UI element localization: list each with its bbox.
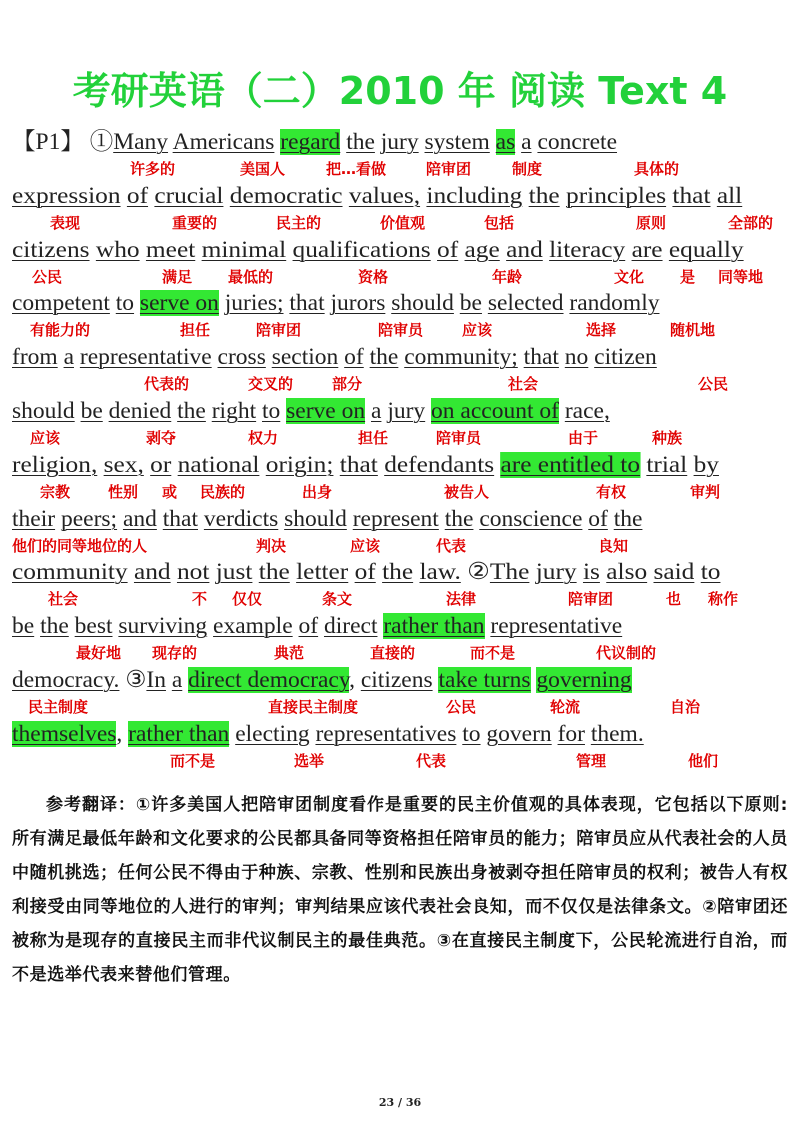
- english-word: randomly: [569, 290, 660, 317]
- english-word: principles: [566, 182, 667, 209]
- chinese-gloss: 包括: [484, 213, 515, 232]
- chinese-gloss: 良知: [598, 536, 629, 555]
- highlighted-phrase: themselves: [12, 720, 117, 747]
- chinese-gloss: 选择: [586, 321, 617, 340]
- english-word: jury: [387, 398, 426, 424]
- english-word: to: [262, 398, 281, 424]
- english-word: right: [211, 398, 257, 424]
- english-word: system: [424, 129, 490, 155]
- english-word: religion,: [12, 451, 98, 478]
- english-word: age: [464, 236, 500, 263]
- chinese-gloss: 直接的: [370, 644, 416, 663]
- english-word: jury: [535, 559, 577, 586]
- english-word: representatives: [315, 720, 457, 747]
- chinese-gloss: 原则: [636, 213, 667, 232]
- chinese-gloss: 称作: [708, 590, 739, 609]
- separator: ,: [116, 720, 123, 747]
- english-word: no: [564, 344, 589, 371]
- english-word: community: [12, 559, 128, 586]
- chinese-gloss: 陪审团: [256, 321, 302, 340]
- translation-text: 参考翻译：①许多美国人把陪审团制度看作是重要的民主价值观的具体表现，它包括以下原则:所有满足最低年龄和文化要求的公民都具备同等资格担任陪审员的能力；陪审员应从代表社会的人员中随机挑选；任何公民不得由于种族、宗教、性别和民族出身被剥夺担任陪审员的权利；被告人有权利接受由同等地位的人进行的审判；审判结果应该代表社会良知，而不仅仅是法律条文。②陪审团还被称为是现存的直接民主而非代议制民主的最佳典范。③在直接民主制度下，公民轮流进行自治，而不是选举代表来替他们管理。: [12, 795, 788, 985]
- english-word: selected: [487, 290, 564, 317]
- chinese-gloss: 陪审团: [426, 160, 472, 178]
- english-word: values,: [348, 182, 421, 209]
- chinese-gloss-line: [12, 588, 798, 610]
- english-word: best: [74, 613, 113, 640]
- english-word: a: [521, 129, 532, 155]
- highlighted-phrase: serve on: [286, 398, 366, 424]
- chinese-gloss-line: [12, 266, 798, 288]
- english-word: and: [506, 236, 543, 263]
- highlighted-phrase: rather than: [383, 613, 485, 640]
- highlighted-phrase: on account of: [431, 398, 559, 424]
- english-word: who: [95, 236, 140, 263]
- english-word: that: [672, 182, 711, 209]
- chinese-gloss: 由于: [568, 429, 599, 447]
- chinese-gloss: 宗教: [40, 482, 71, 501]
- english-word: equally: [668, 236, 744, 263]
- english-word: of: [588, 505, 608, 532]
- chinese-gloss: 轮流: [550, 698, 581, 716]
- chinese-gloss: 而不是: [170, 751, 216, 770]
- chinese-gloss-line: [12, 481, 798, 503]
- english-word: including: [426, 182, 523, 209]
- chinese-gloss: 有权: [596, 482, 627, 501]
- english-word: citizen: [594, 344, 657, 371]
- english-word: representative: [490, 613, 623, 640]
- english-line: [12, 234, 744, 266]
- chinese-gloss: 判决: [256, 536, 287, 555]
- english-word: should: [391, 290, 454, 317]
- chinese-gloss: 具体的: [634, 160, 680, 178]
- chinese-gloss: 应该: [462, 321, 493, 340]
- english-word: a: [171, 667, 183, 693]
- english-word: peers;: [60, 505, 118, 532]
- english-word: also: [606, 559, 648, 586]
- chinese-gloss-line: [12, 373, 798, 395]
- english-word: be: [459, 290, 482, 317]
- english-word: that: [162, 505, 199, 532]
- english-word: them.: [590, 720, 644, 747]
- chinese-gloss: 自治: [670, 698, 701, 716]
- separator: ,: [349, 667, 361, 693]
- english-word: verdicts: [203, 505, 279, 532]
- english-word: be: [80, 398, 103, 424]
- chinese-gloss: 出身: [302, 482, 333, 501]
- english-word: example: [213, 613, 293, 640]
- english-word: jury: [380, 129, 419, 155]
- chinese-gloss: 条文: [322, 590, 353, 609]
- english-word: denied: [108, 398, 172, 424]
- chinese-gloss: 管理: [576, 751, 607, 770]
- chinese-gloss: 资格: [358, 267, 389, 286]
- english-word: to: [462, 720, 481, 747]
- english-word: should: [12, 398, 75, 424]
- english-word: the: [613, 505, 643, 532]
- highlighted-phrase: rather than: [128, 720, 230, 747]
- english-word: letter: [296, 559, 349, 586]
- chinese-gloss: 有能力的: [30, 321, 91, 340]
- chinese-gloss: 直接民主制度: [268, 698, 359, 716]
- chinese-gloss: 不: [192, 590, 208, 609]
- english-word: concrete: [537, 129, 618, 155]
- english-word: The: [489, 559, 530, 586]
- english-word: origin;: [265, 451, 334, 478]
- chinese-gloss: 代表: [436, 536, 467, 555]
- english-word: that: [339, 451, 378, 478]
- english-word: all: [716, 182, 743, 209]
- english-line: [12, 449, 719, 481]
- highlighted-phrase: take turns: [438, 667, 531, 693]
- english-word: sex,: [103, 451, 144, 478]
- english-word: race,: [564, 398, 610, 424]
- english-word: jurors: [330, 290, 386, 317]
- chinese-gloss: 年龄: [492, 267, 523, 286]
- chinese-gloss-line: [12, 212, 798, 234]
- english-word: the: [346, 129, 375, 155]
- separator: 【P1】 ①: [12, 129, 114, 155]
- english-word: of: [344, 344, 364, 371]
- chinese-gloss-line: [12, 642, 798, 664]
- english-word: for: [557, 720, 585, 747]
- english-word: be: [12, 613, 35, 640]
- english-line: [12, 610, 622, 642]
- english-word: citizens: [360, 667, 433, 693]
- english-word: expression: [12, 182, 121, 209]
- chinese-gloss: 公民: [32, 267, 63, 286]
- chinese-gloss: 表现: [50, 213, 81, 232]
- english-word: democracy.: [12, 667, 120, 693]
- chinese-gloss: 他们的同等地位的人: [12, 536, 148, 555]
- english-word: conscience: [479, 505, 583, 532]
- chinese-gloss-line: [12, 427, 798, 449]
- english-word: of: [126, 182, 149, 209]
- highlighted-phrase: regard: [280, 129, 341, 155]
- chinese-gloss: 公民: [446, 698, 477, 716]
- chinese-gloss: 最低的: [228, 267, 274, 286]
- english-line: [12, 341, 657, 373]
- chinese-gloss: 现存的: [152, 644, 198, 663]
- english-word: said: [653, 559, 695, 586]
- english-word: law.: [419, 559, 461, 586]
- english-word: qualifications: [292, 236, 431, 263]
- chinese-gloss: 担任: [358, 429, 389, 447]
- chinese-gloss-line: [12, 750, 798, 772]
- chinese-gloss: 应该: [350, 536, 381, 555]
- english-word: should: [284, 505, 347, 532]
- english-word: of: [354, 559, 376, 586]
- english-word: by: [693, 451, 719, 478]
- english-word: Americans: [172, 129, 275, 155]
- english-line: [12, 287, 659, 319]
- chinese-gloss-line: [12, 158, 798, 180]
- english-word: to: [115, 290, 135, 317]
- english-word: literacy: [549, 236, 626, 263]
- chinese-gloss: 民族的: [200, 482, 246, 501]
- english-word: In: [146, 667, 166, 693]
- chinese-gloss: 民主制度: [28, 698, 89, 716]
- chinese-gloss: 交叉的: [248, 375, 294, 394]
- chinese-gloss: 他们: [688, 751, 719, 770]
- separator: ②: [460, 559, 490, 586]
- chinese-gloss: 仅仅: [232, 590, 263, 609]
- english-word: to: [700, 559, 721, 586]
- english-word: are: [631, 236, 663, 263]
- chinese-gloss: 美国人: [240, 160, 286, 178]
- english-word: and: [133, 559, 171, 586]
- english-word: a: [371, 398, 382, 424]
- english-word: not: [176, 559, 210, 586]
- english-word: of: [298, 613, 319, 640]
- english-word: section: [271, 344, 339, 371]
- english-word: community;: [404, 344, 518, 371]
- english-word: crucial: [154, 182, 224, 209]
- chinese-gloss: 陪审员: [436, 429, 482, 447]
- chinese-gloss: 最好地: [76, 644, 122, 663]
- english-word: defendants: [384, 451, 495, 478]
- chinese-gloss-line: [12, 535, 798, 557]
- chinese-gloss: 制度: [512, 160, 543, 178]
- english-word: the: [177, 398, 206, 424]
- english-line: [12, 556, 720, 588]
- chinese-gloss: 满足: [162, 267, 193, 286]
- english-word: their: [12, 505, 56, 532]
- chinese-gloss: 社会: [508, 375, 539, 394]
- english-line: [12, 664, 632, 696]
- highlighted-phrase: direct democracy: [188, 667, 350, 693]
- separator: ③: [119, 667, 147, 693]
- chinese-gloss-line: [12, 696, 798, 718]
- english-word: cross: [217, 344, 266, 371]
- highlighted-phrase: as: [495, 129, 516, 155]
- chinese-gloss: 陪审员: [378, 321, 424, 340]
- chinese-gloss: 法律: [446, 590, 477, 609]
- page-number: 23 / 36: [378, 1096, 422, 1109]
- english-line: [12, 180, 742, 212]
- page-title: 考研英语（二）2010 年 阅读 Text 4: [72, 69, 728, 113]
- english-word: citizens: [12, 236, 90, 263]
- chinese-gloss: 重要的: [172, 213, 218, 232]
- chinese-gloss: 权力: [248, 429, 279, 447]
- highlighted-phrase: are entitled to: [500, 451, 641, 478]
- english-word: trial: [646, 451, 688, 478]
- english-word: representative: [79, 344, 212, 371]
- english-word: the: [258, 559, 290, 586]
- english-word: democratic: [229, 182, 343, 209]
- chinese-gloss: 把…看做: [326, 160, 387, 178]
- chinese-gloss: 陪审团: [568, 590, 614, 609]
- chinese-gloss: 是: [680, 267, 696, 286]
- english-word: that: [289, 290, 325, 317]
- english-word: govern: [486, 720, 552, 747]
- chinese-gloss: 剥夺: [146, 429, 177, 447]
- chinese-gloss: 民主的: [276, 213, 322, 232]
- separator: [490, 129, 496, 155]
- chinese-gloss: 价值观: [380, 213, 426, 232]
- english-line: [12, 718, 644, 750]
- english-word: of: [437, 236, 459, 263]
- chinese-gloss-line: [12, 319, 798, 341]
- english-line: [12, 395, 610, 427]
- english-word: the: [369, 344, 399, 371]
- chinese-gloss: 代表: [416, 751, 447, 770]
- english-word: and: [122, 505, 157, 532]
- chinese-gloss: 性别: [108, 482, 139, 501]
- chinese-gloss: 也: [666, 590, 682, 609]
- english-word: direct: [323, 613, 378, 640]
- reference-translation: [12, 788, 788, 992]
- chinese-gloss: 社会: [48, 590, 79, 609]
- english-word: the: [40, 613, 69, 640]
- chinese-gloss: 随机地: [670, 321, 716, 340]
- chinese-gloss: 许多的: [130, 160, 176, 178]
- english-word: represent: [352, 505, 439, 532]
- highlighted-phrase: serve on: [139, 290, 219, 317]
- chinese-gloss: 种族: [652, 429, 683, 447]
- english-line: [12, 503, 642, 535]
- chinese-gloss: 同等地: [718, 267, 764, 286]
- english-word: juries;: [224, 290, 284, 317]
- english-word: just: [215, 559, 253, 586]
- english-word: the: [444, 505, 474, 532]
- english-word: from: [12, 344, 58, 371]
- chinese-gloss: 应该: [30, 429, 61, 447]
- english-word: or: [150, 451, 172, 478]
- chinese-gloss: 全部的: [728, 213, 774, 232]
- chinese-gloss: 典范: [274, 644, 305, 663]
- english-word: meet: [145, 236, 196, 263]
- chinese-gloss: 担任: [180, 321, 211, 340]
- english-word: that: [523, 344, 559, 371]
- english-word: the: [382, 559, 414, 586]
- chinese-gloss: 而不是: [470, 644, 516, 663]
- english-word: electing: [235, 720, 310, 747]
- chinese-gloss: 代表的: [144, 375, 190, 394]
- chinese-gloss: 部分: [332, 375, 363, 394]
- highlighted-phrase: governing: [536, 667, 632, 693]
- english-word: Many: [113, 129, 169, 155]
- english-word: minimal: [201, 236, 287, 263]
- chinese-gloss: 或: [162, 482, 178, 501]
- chinese-gloss: 审判: [690, 482, 721, 501]
- chinese-gloss: 公民: [698, 375, 729, 394]
- chinese-gloss: 文化: [614, 267, 645, 286]
- english-word: national: [177, 451, 260, 478]
- english-word: the: [528, 182, 560, 209]
- english-word: surviving: [118, 613, 208, 640]
- chinese-gloss: 选举: [294, 751, 325, 770]
- english-word: is: [582, 559, 600, 586]
- chinese-gloss: 代议制的: [596, 644, 657, 663]
- english-word: a: [63, 344, 74, 371]
- english-line: [12, 126, 617, 158]
- english-word: competent: [12, 290, 110, 317]
- chinese-gloss: 被告人: [444, 482, 490, 501]
